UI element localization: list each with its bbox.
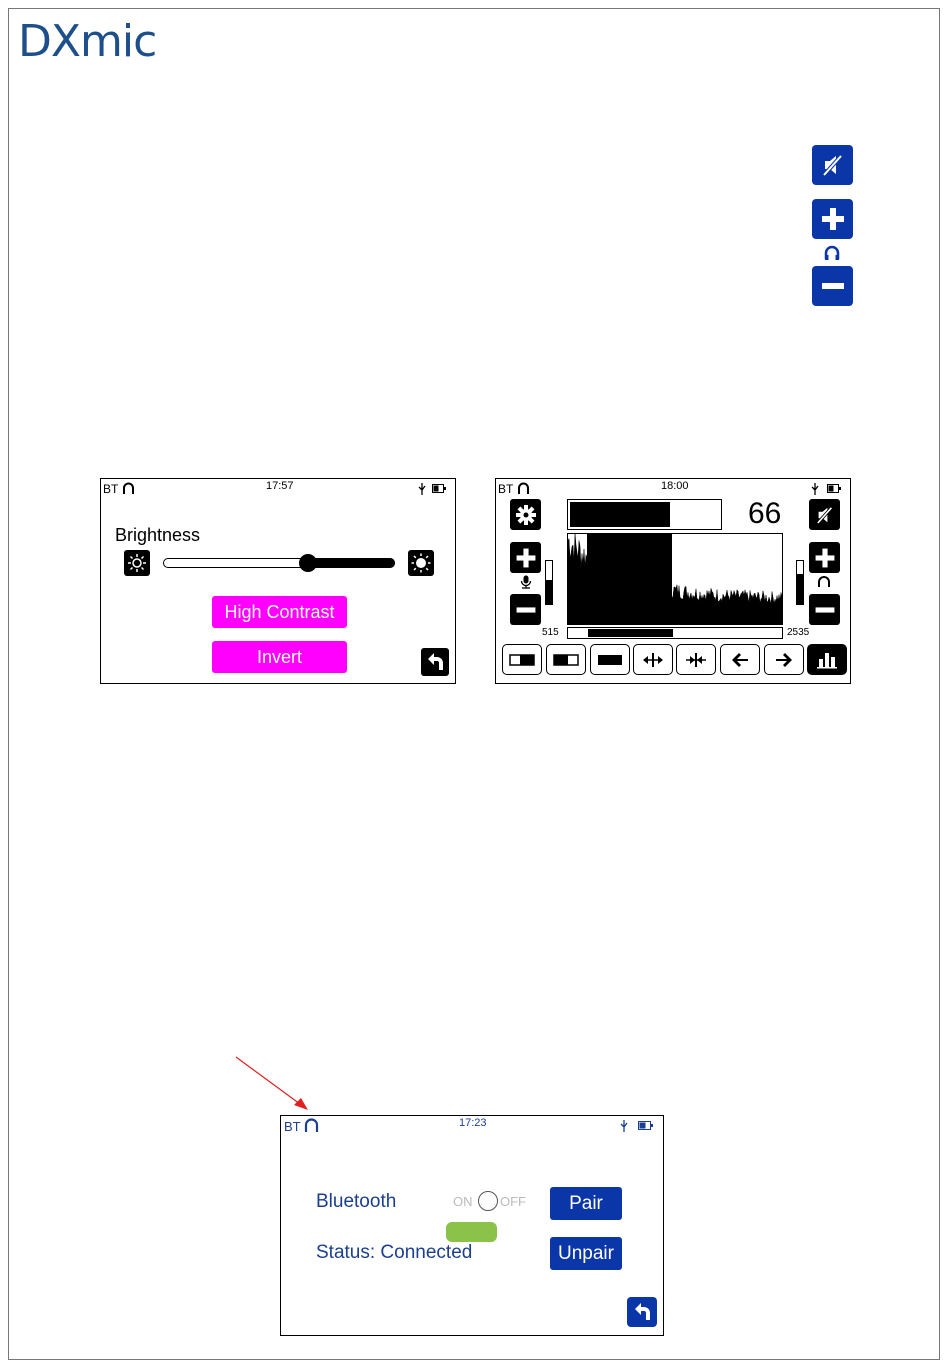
connection-status-indicator [446, 1222, 497, 1242]
volume-up-button[interactable] [812, 199, 853, 239]
filter-narrow-button[interactable] [502, 644, 542, 675]
level-value: 66 [748, 497, 782, 530]
contract-button[interactable] [676, 644, 716, 675]
status-label: Status: Connected [316, 1242, 473, 1263]
dxmic-logo: DXmic [18, 16, 157, 67]
expand-arrows-icon [642, 652, 664, 668]
brightness-up-button[interactable] [408, 550, 434, 576]
filter-narrow-icon [509, 654, 535, 666]
minus-icon [813, 598, 837, 622]
arrow-right-icon [775, 652, 793, 668]
plus-icon [514, 546, 538, 570]
high-contrast-button[interactable]: High Contrast [212, 596, 347, 628]
filter-range-fill [588, 629, 673, 637]
mic-gain-down-button[interactable] [510, 594, 541, 625]
arrow-left-icon [731, 652, 749, 668]
bluetooth-label: Bluetooth [316, 1191, 397, 1212]
headphone-icon [817, 576, 831, 588]
bluetooth-screen [280, 1115, 664, 1336]
clock: 17:57 [266, 480, 294, 492]
contract-arrows-icon [685, 652, 707, 668]
headphone-level-fill [797, 574, 803, 604]
shift-right-button[interactable] [764, 644, 804, 675]
bt-status-label: BT [284, 1119, 301, 1134]
gear-icon [515, 504, 537, 526]
filter-medium-icon [553, 654, 579, 666]
minus-icon [819, 272, 847, 300]
level-meter [567, 499, 722, 530]
brightness-label: Brightness [115, 525, 201, 545]
freq-low-label: 515 [542, 627, 559, 638]
volume-down-button[interactable] [812, 266, 853, 306]
headphone-icon [823, 245, 841, 261]
speaker-mute-icon [813, 503, 837, 527]
back-arrow-icon [424, 651, 446, 673]
bt-status-label: BT [498, 482, 514, 496]
mic-gain-up-button[interactable] [510, 542, 541, 573]
toggle-off-label: OFF [500, 1194, 526, 1209]
headphone-icon [517, 482, 530, 495]
settings-button[interactable] [510, 499, 541, 530]
back-button[interactable] [627, 1297, 657, 1327]
volume-up-button[interactable] [809, 542, 840, 573]
clock: 18:00 [661, 480, 689, 492]
invert-button[interactable]: Invert [212, 641, 347, 673]
clock: 17:23 [459, 1117, 487, 1129]
brightness-slider-track[interactable] [163, 558, 395, 568]
spectrum-display[interactable] [567, 533, 783, 625]
spectrum-button[interactable] [807, 644, 847, 675]
annotation-arrow [230, 1052, 315, 1114]
filter-wide-button[interactable] [590, 644, 630, 675]
mic-level-fill [546, 580, 552, 604]
toggle-on-label: ON [453, 1194, 473, 1209]
battery-icon [827, 484, 841, 493]
volume-down-button[interactable] [809, 594, 840, 625]
filter-wide-icon [597, 654, 623, 666]
battery-icon [638, 1121, 653, 1130]
bar-chart-icon [816, 651, 838, 669]
minus-icon [514, 598, 538, 622]
mic-level-meter [545, 560, 553, 605]
toggle-knob [478, 1191, 498, 1211]
sun-bright-icon [411, 553, 431, 573]
mute-button[interactable] [809, 499, 840, 530]
pair-button[interactable]: Pair [550, 1187, 622, 1220]
level-meter-fill [570, 502, 670, 527]
back-button[interactable] [421, 648, 449, 676]
usb-icon [417, 482, 427, 496]
battery-icon [432, 484, 446, 493]
bluetooth-toggle[interactable] [436, 1191, 531, 1213]
shift-left-button[interactable] [720, 644, 760, 675]
brightness-slider-knob[interactable] [299, 554, 317, 572]
brightness-slider-fill [308, 558, 395, 568]
speaker-mute-icon [818, 150, 848, 180]
headphone-icon [122, 482, 135, 495]
sun-dim-icon [127, 553, 147, 573]
headphone-icon [304, 1118, 319, 1133]
brightness-screen [100, 478, 456, 684]
headphone-level-meter [796, 560, 804, 605]
bt-status-label: BT [103, 482, 119, 496]
freq-high-label: 2535 [787, 627, 810, 638]
plus-icon [813, 546, 837, 570]
brightness-down-button[interactable] [124, 550, 150, 576]
usb-icon [810, 482, 820, 496]
plus-icon [819, 205, 847, 233]
mute-button[interactable] [812, 145, 853, 185]
filter-medium-button[interactable] [546, 644, 586, 675]
unpair-button[interactable]: Unpair [550, 1237, 622, 1270]
microphone-icon [520, 575, 532, 589]
usb-icon [619, 1119, 629, 1133]
filter-range-bar[interactable] [567, 627, 783, 639]
back-arrow-icon [631, 1301, 653, 1323]
expand-button[interactable] [633, 644, 673, 675]
